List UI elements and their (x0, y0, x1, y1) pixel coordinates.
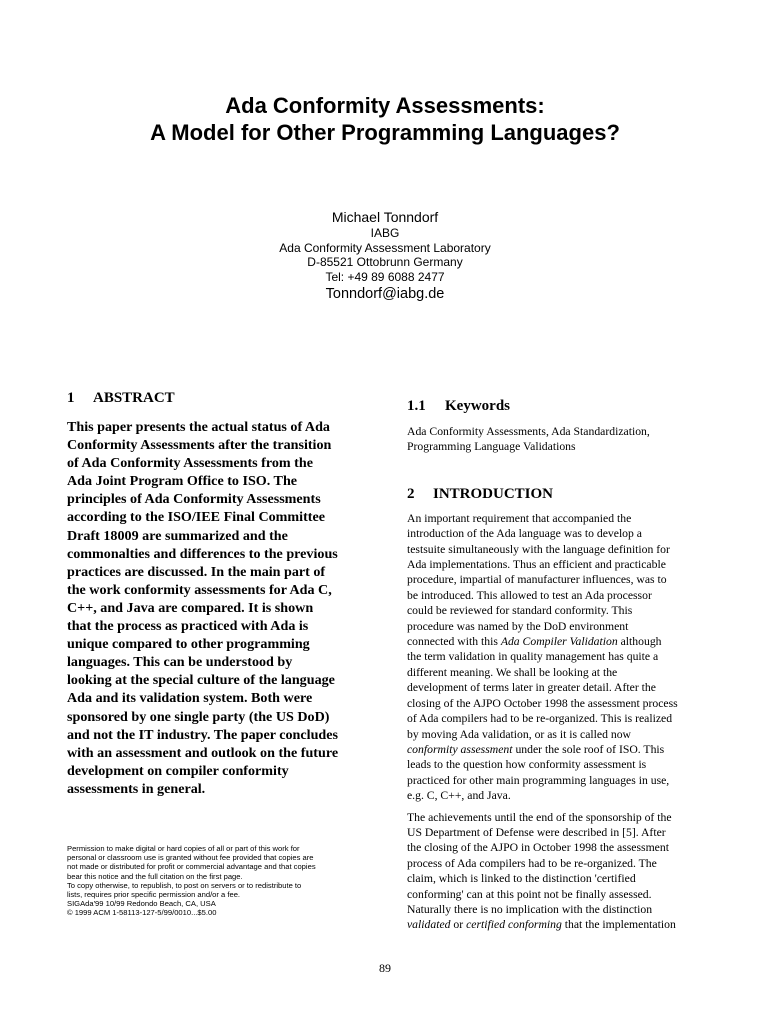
right-column (407, 395, 707, 933)
keywords-line: Programming Language Validations (407, 440, 576, 454)
keywords-heading-text: Keywords (445, 398, 510, 414)
paper-title (0, 92, 770, 146)
paragraph-line: by moving Ada validation, or as it is called now (407, 727, 631, 741)
text-run: or (450, 918, 467, 932)
abstract-line: languages. This can be understood by (67, 654, 293, 671)
paragraph-line: conforming' can at this point not be finally assessed. (407, 887, 652, 901)
title-line-1: Ada Conformity Assessments: (225, 93, 545, 118)
abstract-heading-number: 1 (67, 390, 75, 406)
abstract-line: assessments in general. (67, 780, 206, 797)
italic-term: validated (407, 918, 451, 932)
abstract-line: principles of Ada Conformity Assessments (67, 491, 321, 508)
paragraph-line (407, 742, 707, 757)
abstract-line: with an assessment and outlook on the future (67, 744, 339, 761)
introduction-heading-text: INTRODUCTION (433, 485, 554, 502)
introduction-paragraph-2 (407, 810, 707, 933)
abstract-line: Ada and its validation system. Both were (67, 690, 313, 707)
abstract-line: unique compared to other programming (67, 636, 310, 653)
paragraph-line: e.g. C, C++, and Java. (407, 789, 511, 803)
paragraph-line: of Ada compilers had to be re-organized. This is realized (407, 712, 673, 726)
abstract-line: of Ada Conformity Assessments from the (67, 455, 313, 472)
author-name: Michael Tonndorf (331, 209, 439, 225)
italic-term: conformity assessment (407, 742, 513, 756)
permission-line: personal or classroom use is granted without fee provided that copies are (67, 853, 314, 863)
permission-line: bear this notice and the full citation on the first page. (67, 871, 243, 881)
introduction-heading-number: 2 (407, 485, 415, 502)
paragraph-line: practiced for other main programming languages in use, (407, 773, 670, 787)
abstract-line: according to the ISO/IEE Final Committee (67, 509, 325, 526)
italic-term: certified conforming (466, 918, 562, 932)
abstract-line: commonalties and differences to the previous (67, 545, 338, 562)
author-address: D-85521 Ottobrunn Germany (307, 255, 463, 269)
permission-line: lists, requires prior specific permission and/or a fee. (67, 890, 241, 900)
title-line-2: A Model for Other Programming Languages? (150, 120, 620, 145)
author-lab: Ada Conformity Assessment Laboratory (279, 240, 491, 255)
introduction-heading (407, 485, 707, 503)
abstract-line: This paper presents the actual status of Ada (67, 419, 330, 435)
abstract-line: sponsored by one single party (the US DoD) (67, 708, 330, 725)
paragraph-line: An important requirement that accompanied the (407, 511, 632, 525)
abstract-line: practices are discussed. In the main part of (67, 563, 326, 580)
abstract-line: and not the IT industry. The paper concludes (67, 726, 338, 743)
abstract-line: development on compiler conformity (67, 762, 289, 779)
abstract-line: looking at the special culture of the language (67, 672, 335, 689)
paragraph-line: could be reviewed for standard conformity. This (407, 604, 633, 618)
permission-line: SIGAda'99 10/99 Redondo Beach, CA, USA (67, 899, 216, 909)
permission-line: not made or distributed for profit or commercial advantage and that copies (67, 862, 316, 872)
paragraph-line: process of Ada compilers had to be re-organized. The (407, 856, 657, 870)
abstract-heading (67, 389, 367, 407)
keywords-heading-number: 1.1 (407, 398, 426, 414)
paragraph-line: claim, which is linked to the distinction 'certified (407, 872, 636, 886)
page-number: 89 (379, 961, 391, 975)
keywords-line: Ada Conformity Assessments, Ada Standardization, (407, 425, 650, 438)
paragraph-line: leads to the question how conformity assessment is (407, 758, 647, 772)
paragraph-line: be introduced. This allowed to test an Ada processor (407, 588, 652, 602)
author-email: Tonndorf@iabg.de (325, 286, 445, 302)
text-run: under the sole roof of ISO. This (512, 742, 665, 756)
paragraph-line: Ada implementations. Thus an efficient and practicable (407, 558, 666, 572)
abstract-line: Draft 18009 are summarized and the (67, 527, 288, 544)
permission-line: © 1999 ACM 1-58113-127-5/99/0010...$5.00 (67, 908, 217, 918)
permission-line: To copy otherwise, to republish, to post on servers or to redistribute to (67, 880, 302, 890)
permission-line: Permission to make digital or hard copies of all or part of this work for (67, 844, 300, 853)
abstract-body (67, 418, 367, 798)
author-tel: Tel: +49 89 6088 2477 (325, 269, 445, 284)
paragraph-line: different meaning. We shall be looking at the (407, 665, 618, 679)
abstract-heading-text: ABSTRACT (93, 390, 175, 406)
abstract-line: Conformity Assessments after the transition (67, 437, 332, 454)
permission-notice (67, 844, 372, 918)
paragraph-line: testsuite simultaneously with the language definition for (407, 542, 670, 556)
text-run: that the implementation (561, 918, 676, 932)
paragraph-line: closing of the AJPO October 1998 the assessment process (407, 696, 678, 710)
paragraph-line: introduction of the Ada language was to develop a (407, 527, 642, 541)
abstract-line: Ada Joint Program Office to ISO. The (67, 473, 298, 490)
abstract-line: that the process as practiced with Ada is (67, 618, 309, 635)
author-org: IABG (370, 226, 400, 240)
text-run: connected with this (407, 635, 501, 649)
left-column (67, 389, 367, 798)
paragraph-line: the term validation in quality management has quite a (407, 650, 659, 664)
paragraph-line: development of terms later in greater detail. After the (407, 681, 656, 695)
keywords-text (407, 424, 707, 455)
paragraph-line: US Department of Defense were described in [5]. After (407, 825, 666, 839)
keywords-heading (407, 397, 707, 415)
paragraph-line: procedure was named by the DoD environment (407, 619, 629, 633)
author-block (0, 208, 770, 304)
abstract-line: the work conformity assessments for Ada C, (67, 581, 332, 598)
paragraph-line: Naturally there is no implication with the distinction (407, 902, 653, 916)
paragraph-line: The achievements until the end of the sponsorship of the (407, 810, 672, 824)
paragraph-line (407, 634, 707, 649)
paragraph-line: the closing of the AJPO in October 1998 the assessment (407, 841, 669, 855)
abstract-line: C++, and Java are compared. It is shown (67, 599, 314, 616)
paragraph-line (407, 917, 707, 932)
introduction-paragraph-1 (407, 511, 707, 804)
paragraph-line: procedure, impartial of manufacturer influences, was to (407, 573, 667, 587)
text-run: although (617, 635, 662, 649)
italic-term: Ada Compiler Validation (500, 635, 618, 649)
